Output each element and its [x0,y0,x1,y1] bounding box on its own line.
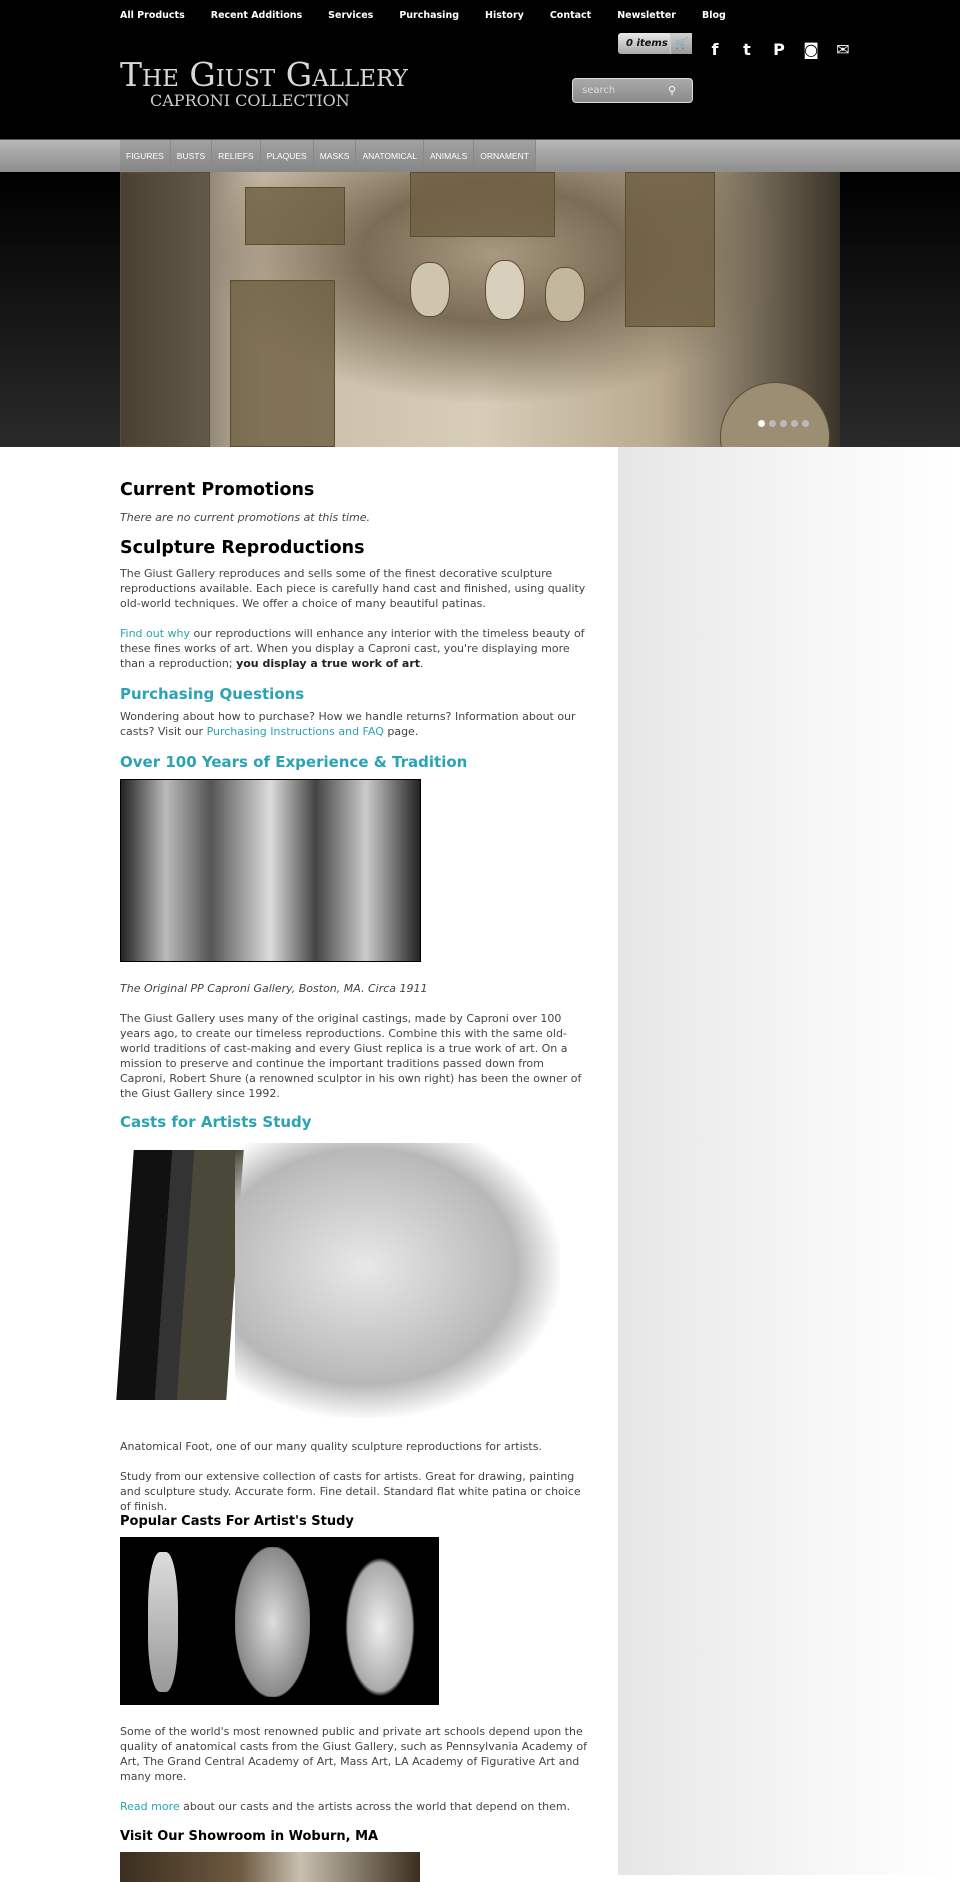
category-nav [0,139,960,172]
category-masks[interactable]: MASKS [314,140,357,173]
reproductions-paragraph: The Giust Gallery reproduces and sells some of the finest decorative sculpture reproductions available. Each piece is carefully hand cast and finished, using quality old-world techniques. We offer a choice of many beautiful patinas. [120,567,586,610]
schools-paragraph: Some of the world's most renowned public and private art schools depend upon the quality of anatomical casts from the Giust Gallery, such as Pennsylvania Academy of Art, The Grand Central Academy of Art, Mass Art, LA Academy of Figurative Art and many more. [120,1725,587,1783]
logo-title: The Giust Gallery [120,55,408,94]
slider-dot[interactable] [758,420,765,427]
history-heading: Over 100 Years of Experience & Tradition [120,753,468,771]
casts-heading: Casts for Artists Study [120,1113,312,1131]
search-icon[interactable]: ⚲ [668,84,677,97]
slider-dots [758,420,809,427]
reproductions-heading: Sculpture Reproductions [120,538,365,558]
nav-contact[interactable]: Contact [549,10,592,21]
nav-blog[interactable]: Blog [701,10,726,21]
category-reliefs[interactable]: RELIEFS [212,140,260,173]
text: . [420,657,424,670]
find-out-why-link[interactable]: Find out why [120,627,191,640]
text: about our casts and the artists across the world that depend on them. [179,1800,571,1813]
cart-count: 0 items [626,38,668,49]
category-figures[interactable]: FIGURES [120,140,171,173]
read-more-link[interactable]: Read more [120,1800,180,1813]
pinterest-icon[interactable]: P [773,40,785,59]
slider-dot[interactable] [769,420,776,427]
category-ornament[interactable]: ORNAMENT [474,140,536,173]
category-animals[interactable]: ANIMALS [424,140,474,173]
logo-subtitle: CAPRONI COLLECTION [150,91,350,110]
category-plaques[interactable]: PLAQUES [261,140,314,173]
foot-caption: Anatomical Foot, one of our many quality sculpture reproductions for artists. [120,1440,542,1453]
top-nav [120,10,752,21]
showroom-heading: Visit Our Showroom in Woburn, MA [120,1829,379,1844]
casts-paragraph: Study from our extensive collection of casts for artists. Great for drawing, painting and sculpture study. Accurate form. Fine detail. Standard flat white patina or choice of finish. [120,1470,581,1513]
cart-button[interactable] [618,33,692,54]
search-input[interactable] [573,85,668,96]
nav-newsletter[interactable]: Newsletter [617,10,676,21]
site-logo[interactable] [120,55,408,110]
purchasing-heading: Purchasing Questions [120,685,305,703]
showroom-photo [120,1852,420,1882]
cart-icon: 🛒 [670,33,692,54]
purchasing-paragraph [120,709,590,739]
nav-services[interactable]: Services [328,10,374,21]
slider-dot[interactable] [791,420,798,427]
popular-casts-image [120,1537,439,1705]
twitter-icon[interactable]: t [743,40,751,59]
facebook-icon[interactable]: f [711,40,719,59]
nav-all-products[interactable]: All Products [120,10,185,21]
slider-dot[interactable] [802,420,809,427]
popular-casts-heading: Popular Casts For Artist's Study [120,1514,354,1529]
category-anatomical[interactable]: ANATOMICAL [356,140,423,173]
anatomical-foot-image [235,1143,560,1418]
slider-dot[interactable] [780,420,787,427]
nav-purchasing[interactable]: Purchasing [399,10,460,21]
emphasis-text: you display a true work of art [236,657,420,670]
text: page. [383,725,419,738]
category-busts[interactable]: BUSTS [171,140,212,173]
social-links [706,40,852,59]
promotions-text: There are no current promotions at this time. [120,511,371,524]
history-caption: The Original PP Caproni Gallery, Boston, MA. Circa 1911 [120,982,428,995]
books-image [116,1150,243,1400]
hero-slider-image[interactable] [120,172,840,447]
search-box [572,78,693,103]
reproductions-paragraph-2 [120,626,590,671]
promotions-heading: Current Promotions [120,480,315,500]
purchasing-faq-link[interactable]: Purchasing Instructions and FAQ [206,725,384,738]
text: Wondering about how to purchase? How we handle returns? Information about our casts? Visit our [120,710,576,738]
sidebar [618,447,960,1875]
instagram-icon[interactable]: ◙ [803,40,819,59]
read-more-paragraph [120,1799,590,1814]
text: our reproductions will enhance any interior with the timeless beauty of these fines works of art. When you display a Caproni cast, you're displaying more than a reproduction; [120,627,585,670]
nav-recent-additions[interactable]: Recent Additions [210,10,303,21]
caproni-gallery-photo [120,779,421,962]
email-icon[interactable]: ✉ [836,40,850,59]
history-paragraph: The Giust Gallery uses many of the original castings, made by Caproni over 100 years ago, to create our timeless reproductions. Combine this with the same old-world traditions of cast-making and every Giust replica is a true work of art. On a mission to preserve and continue the important traditions passed down from Caproni, Robert Shure (a renowned sculptor in his own right) has been the owner of the Giust Gallery since 1992. [120,1012,582,1100]
nav-history[interactable]: History [485,10,524,21]
